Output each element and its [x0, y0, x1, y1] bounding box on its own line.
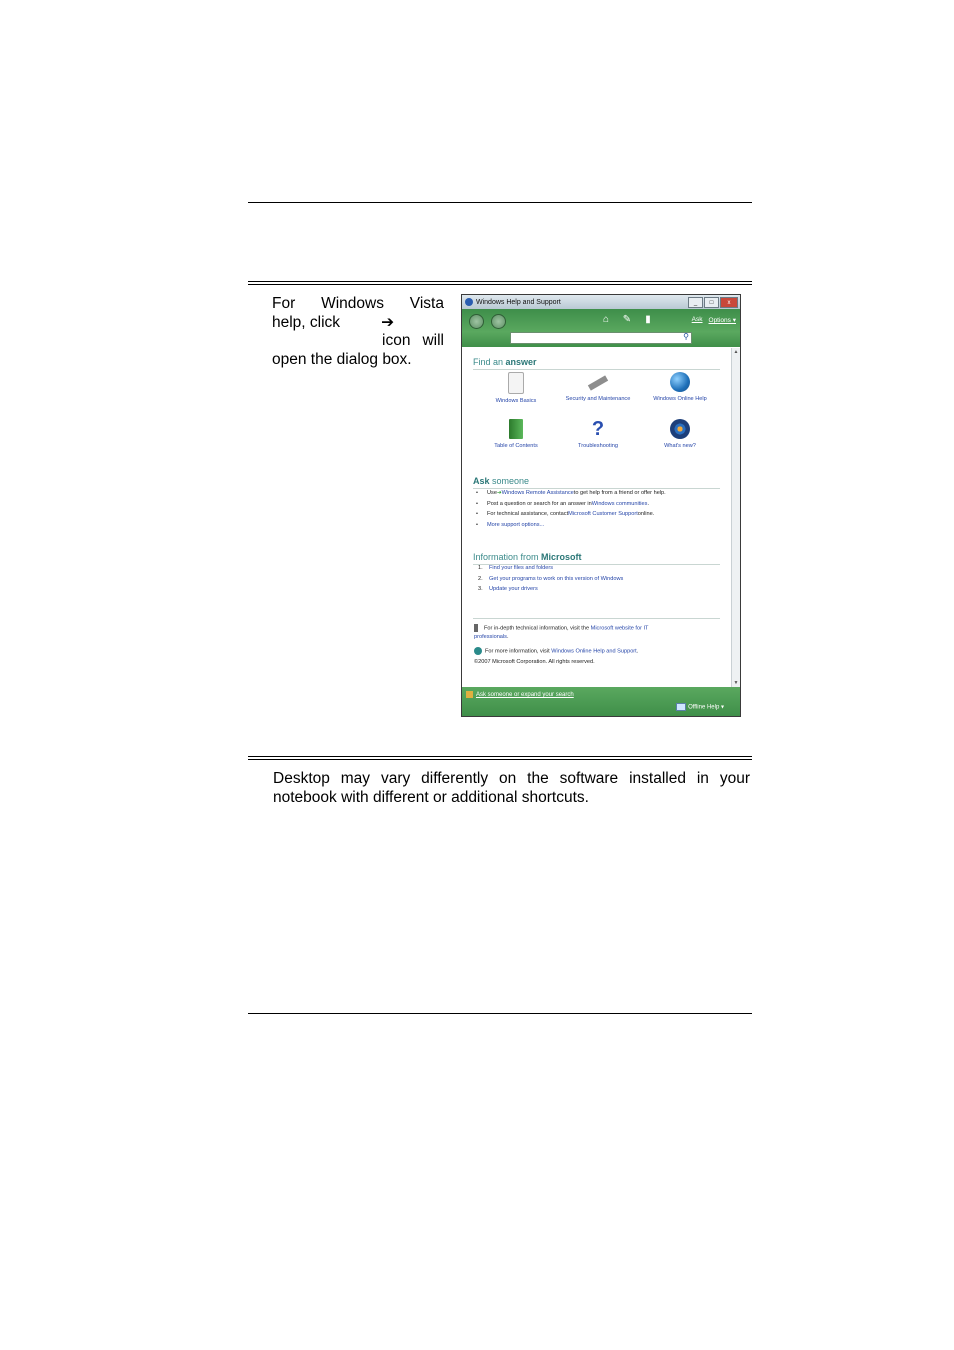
tile-table-of-contents[interactable]: Table of Contents	[476, 419, 556, 449]
back-button[interactable]	[469, 314, 484, 329]
browse-help-icon[interactable]: ▮	[645, 314, 651, 325]
ask-link[interactable]: Ask	[691, 316, 703, 323]
it-professionals-link[interactable]: Microsoft website for IT professionals	[474, 625, 649, 640]
find-answer-rule	[473, 369, 720, 370]
offline-help-menu[interactable]: Offline Help ▾	[676, 703, 724, 711]
arrow-icon: ➔	[381, 313, 395, 331]
print-icon[interactable]: ✎	[622, 314, 632, 325]
windows-logo-icon	[670, 419, 690, 439]
text-line-2	[272, 314, 444, 333]
tile-security-maintenance[interactable]: Security and Maintenance	[558, 372, 638, 402]
text-line-3	[272, 332, 444, 351]
ask-someone-list	[476, 488, 666, 530]
vertical-scrollbar[interactable]	[731, 348, 740, 687]
forward-button[interactable]	[491, 314, 506, 329]
list-item: • Use ➔ Windows Remote Assistance to get help from a friend or offer help.	[476, 490, 666, 497]
wrench-icon	[588, 375, 608, 390]
window-title: Windows Help and Support	[476, 298, 561, 306]
list-item: 3. Update your drivers	[478, 586, 538, 593]
header-rule	[248, 202, 752, 203]
help-click-text: help, click	[272, 313, 341, 331]
toolbar-icons	[600, 314, 654, 326]
list-item: 1. Find your files and folders	[478, 565, 554, 572]
scroll-down-icon[interactable]: ▼	[733, 680, 739, 686]
toolbar-links	[692, 316, 736, 324]
tile-whats-new[interactable]: What's new?	[640, 419, 720, 449]
section-rule-note	[248, 756, 752, 760]
ask-someone-status-link[interactable]: Ask someone or expand your search	[466, 691, 574, 698]
online-help-link[interactable]: Windows Online Help and Support	[551, 648, 637, 655]
it-professionals-note: For in-depth technical information, visit the Microsoft website for IT professionals.	[474, 625, 649, 640]
text-line-4	[272, 351, 444, 370]
windows-communities-link[interactable]: Windows communities	[591, 500, 648, 507]
tile-troubleshooting[interactable]: ? Troubleshooting	[578, 418, 618, 449]
book-icon	[509, 419, 523, 439]
help-window-screenshot	[461, 294, 741, 717]
more-support-options-link[interactable]: More support options...	[487, 521, 545, 528]
globe-icon	[670, 372, 690, 392]
maximize-button[interactable]: □	[704, 297, 719, 308]
word-will: will	[422, 332, 444, 349]
ask-someone-heading: Ask someone	[473, 476, 530, 486]
info-microsoft-list	[478, 563, 623, 595]
word-vista: Vista	[409, 295, 444, 312]
footer-rule	[473, 618, 720, 619]
info-microsoft-heading: Information from Microsoft	[473, 552, 582, 562]
section-rule-top	[248, 281, 752, 285]
text-line-1	[272, 295, 444, 314]
search-icon[interactable]: ⚲	[683, 332, 689, 341]
monitor-icon	[676, 703, 686, 711]
options-menu[interactable]: Options ▾	[708, 317, 736, 324]
remote-assistance-link[interactable]: Windows Remote Assistance	[501, 490, 574, 497]
tile-windows-online-help[interactable]: Windows Online Help	[640, 372, 720, 402]
window-controls	[688, 297, 738, 308]
update-drivers-link[interactable]: Update your drivers	[489, 586, 538, 593]
desktop-note-paragraph	[273, 770, 750, 807]
word-windows: Windows	[321, 295, 384, 312]
program-compatibility-link[interactable]: Get your programs to work on this version of Windows	[489, 575, 624, 582]
close-button[interactable]: x	[720, 297, 738, 308]
help-app-icon	[465, 298, 473, 306]
footer-rule-page	[248, 1013, 752, 1014]
server-icon	[474, 624, 478, 632]
tile-windows-basics[interactable]: Windows Basics	[476, 372, 556, 404]
online-help-note: For more information, visit Windows Online Help and Support.	[474, 647, 638, 655]
minimize-button[interactable]: _	[688, 297, 703, 308]
find-answer-heading: Find an answer	[473, 357, 537, 367]
open-dialog-text: open the dialog box.	[272, 350, 412, 368]
people-icon	[466, 691, 473, 698]
document-icon	[508, 372, 524, 394]
copyright: ©2007 Microsoft Corporation. All rights reserved.	[474, 659, 595, 665]
window-statusbar	[462, 687, 740, 716]
window-toolbar	[462, 309, 740, 347]
search-input[interactable]	[510, 332, 692, 344]
globe-small-icon	[474, 647, 482, 655]
desktop-note-text: Desktop may vary differently on the software installed in your notebook with different or additional shortcuts.	[273, 770, 750, 806]
list-item: 2. Get your programs to work on this version of Windows	[478, 575, 624, 582]
word-for: For	[272, 295, 296, 312]
customer-support-link[interactable]: Microsoft Customer Support	[568, 511, 638, 518]
word-icon: icon	[382, 332, 411, 349]
list-item: • For technical assistance, contact Microsoft Customer Support online.	[476, 511, 655, 518]
vista-help-paragraph	[272, 295, 444, 369]
scroll-up-icon[interactable]: ▲	[733, 349, 739, 355]
home-icon[interactable]: ⌂	[602, 314, 610, 325]
find-files-link[interactable]: Find your files and folders	[489, 565, 554, 572]
window-titlebar	[462, 295, 740, 309]
list-item: • More support options...	[476, 521, 545, 528]
list-item: • Post a question or search for an answer in Windows communities .	[476, 500, 650, 507]
help-content	[462, 348, 732, 687]
question-icon: ?	[591, 418, 605, 440]
